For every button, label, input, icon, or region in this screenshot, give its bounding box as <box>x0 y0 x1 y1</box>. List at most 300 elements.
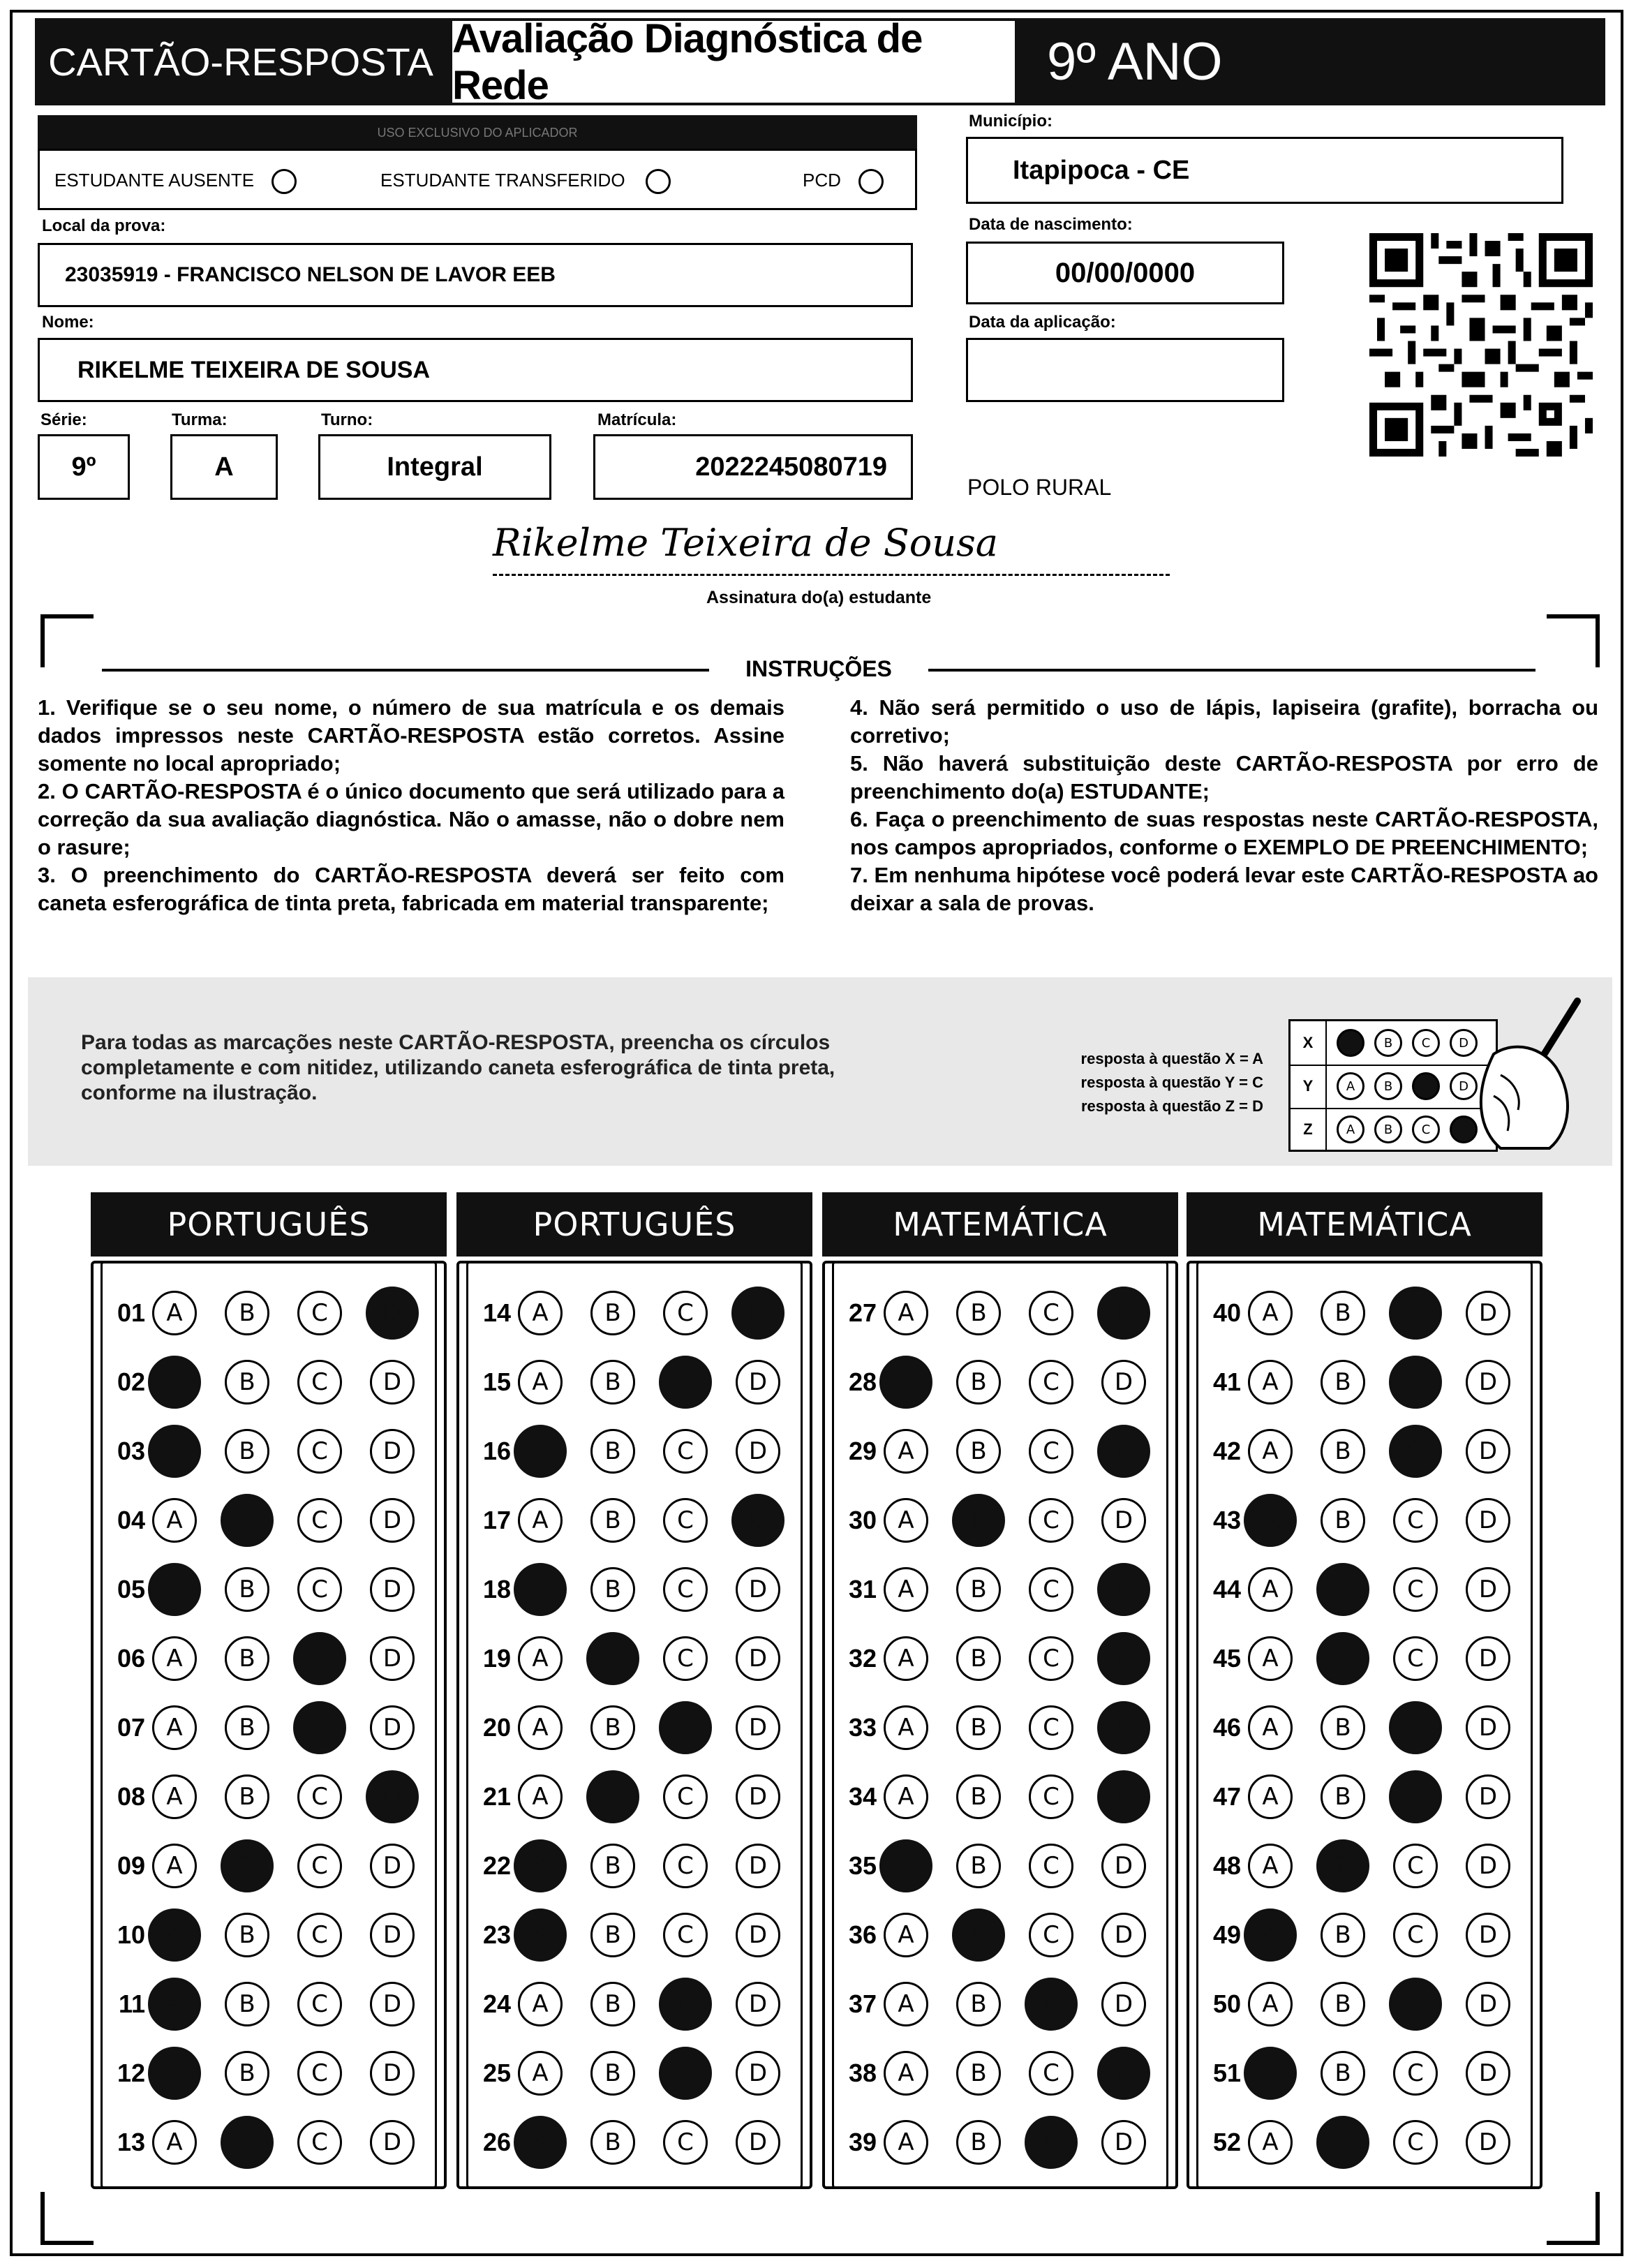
answer-bubble-filled[interactable]: B <box>586 1770 639 1823</box>
local-label: Local da prova: <box>42 216 166 235</box>
answer-bubble[interactable]: C <box>297 1913 342 1957</box>
answer-bubble[interactable]: B <box>956 1844 1001 1888</box>
answer-bubble-filled[interactable]: C <box>659 1356 712 1409</box>
answer-bubble-filled[interactable]: B <box>1316 1563 1369 1616</box>
answer-bubble-filled[interactable]: A <box>879 1839 932 1892</box>
applicator-bar: USO EXCLUSIVO DO APLICADOR <box>38 115 917 150</box>
answer-bubble[interactable]: A <box>518 1636 563 1681</box>
question-number: 48 <box>1212 1851 1241 1880</box>
answer-bubble[interactable]: B <box>225 1774 269 1819</box>
question-row <box>466 2111 808 2174</box>
answer-bubble-filled[interactable]: C <box>1389 1978 1442 2031</box>
answer-bubble[interactable]: B <box>225 2051 269 2096</box>
answer-bubble[interactable]: D <box>370 1705 415 1750</box>
question-number: 45 <box>1212 1644 1241 1673</box>
answer-bubble[interactable]: A <box>152 2120 197 2165</box>
answer-bubble[interactable]: C <box>1029 1429 1073 1474</box>
answer-bubble-filled[interactable]: A <box>148 1356 201 1409</box>
instruction-item: 3. O preenchimento do CARTÃO-RESPOSTA deverá ser feito com caneta esferográfica de tinta preta, fabricada em material transparente; <box>38 863 784 915</box>
question-row <box>466 1696 808 1759</box>
answer-bubble-filled[interactable]: D <box>731 1494 784 1547</box>
question-number: 34 <box>848 1782 877 1811</box>
answer-bubble[interactable]: D <box>1466 1429 1510 1474</box>
answer-bubble-filled[interactable]: A <box>148 1908 201 1962</box>
answer-bubble-filled[interactable]: B <box>952 1908 1005 1962</box>
answer-bubble[interactable]: D <box>736 1705 780 1750</box>
answer-bubble[interactable]: D <box>736 1567 780 1612</box>
answer-bubble[interactable]: B <box>590 2120 635 2165</box>
answer-bubble[interactable]: A <box>884 1705 928 1750</box>
answer-bubble[interactable]: A <box>884 1913 928 1957</box>
answer-bubble[interactable]: B <box>1321 1291 1365 1335</box>
answer-bubble[interactable]: A <box>1248 1636 1293 1681</box>
question-number: 11 <box>118 1989 145 2018</box>
answer-bubble[interactable]: B <box>590 1567 635 1612</box>
answer-bubble[interactable]: A <box>518 1774 563 1819</box>
answer-bubble-filled[interactable]: C <box>659 1978 712 2031</box>
serie-field: 9º <box>38 434 130 500</box>
question-number: 12 <box>117 2059 145 2087</box>
answer-bubble-filled[interactable]: C <box>1389 1701 1442 1754</box>
answer-bubble[interactable]: C <box>1393 1913 1438 1957</box>
answer-bubble[interactable]: B <box>956 1705 1001 1750</box>
answer-bubble[interactable]: A <box>884 1567 928 1612</box>
question-row <box>466 1420 808 1483</box>
answer-bubble[interactable]: C <box>663 1913 708 1957</box>
answer-bubble[interactable]: D <box>370 1982 415 2026</box>
transferred-label: ESTUDANTE TRANSFERIDO <box>380 169 625 191</box>
subject-header: PORTUGUÊS <box>456 1192 812 1257</box>
answer-bubble[interactable]: B <box>225 1982 269 2026</box>
matricula-label: Matrícula: <box>597 410 677 429</box>
answer-bubble-filled[interactable]: D <box>1097 1425 1150 1478</box>
question-number: 22 <box>482 1851 511 1880</box>
question-row <box>1196 1351 1538 1414</box>
instruction-item: 1. Verifique se o seu nome, o número de sua matrícula e os demais dados impressos neste CARTÃO-RESPOSTA estão corretos. Assine somente no local apropriado; <box>38 695 784 776</box>
question-row <box>832 1835 1174 1897</box>
answer-bubble[interactable]: D <box>1466 1636 1510 1681</box>
answer-bubble[interactable]: C <box>663 1774 708 1819</box>
answer-bubble[interactable]: A <box>1248 1705 1293 1750</box>
question-number: 41 <box>1212 1368 1241 1396</box>
answer-bubble[interactable]: A <box>1248 1429 1293 1474</box>
answer-bubble[interactable]: D <box>1466 1567 1510 1612</box>
transferred-option[interactable] <box>380 169 671 194</box>
nome-field: RIKELME TEIXEIRA DE SOUSA <box>38 338 913 402</box>
answer-bubble-filled[interactable]: A <box>879 1356 932 1409</box>
sample-bubble: B <box>1374 1116 1402 1143</box>
sample-text: Para todas as marcações neste CARTÃO-RESPOSTA, preencha os círculos completamente e com nitidez, utilizando caneta esferográfica de tinta preta, conforme na ilustração. <box>81 1031 835 1104</box>
absent-option[interactable] <box>54 169 297 194</box>
answer-bubble[interactable]: C <box>1393 2120 1438 2165</box>
answer-bubble[interactable]: B <box>1321 1913 1365 1957</box>
answer-bubble[interactable]: D <box>736 2051 780 2096</box>
answer-bubble-filled[interactable]: C <box>659 1701 712 1754</box>
answer-bubble[interactable]: C <box>663 1498 708 1543</box>
answer-bubble-filled[interactable]: C <box>1025 1978 1078 2031</box>
answer-bubble-filled[interactable]: C <box>1389 1356 1442 1409</box>
answer-bubble[interactable]: A <box>518 1291 563 1335</box>
answer-bubble-filled[interactable]: C <box>1025 2116 1078 2169</box>
question-number: 35 <box>848 1851 877 1880</box>
answer-bubble[interactable]: D <box>1466 1982 1510 2026</box>
answer-bubble-filled[interactable]: C <box>1389 1287 1442 1340</box>
answer-bubble[interactable]: D <box>1466 1360 1510 1404</box>
sample-bubble: B <box>1374 1029 1402 1057</box>
answer-bubble[interactable]: D <box>1466 1498 1510 1543</box>
answer-bubble[interactable]: C <box>663 1636 708 1681</box>
question-number: 08 <box>117 1782 145 1811</box>
answer-bubble-filled[interactable]: A <box>1244 2047 1297 2100</box>
answer-bubble[interactable]: D <box>1466 1774 1510 1819</box>
answer-bubble[interactable]: D <box>736 1774 780 1819</box>
answer-bubble[interactable]: C <box>297 2051 342 2096</box>
answer-bubble[interactable]: D <box>370 1913 415 1957</box>
sample-bubble-filled: C <box>1412 1072 1440 1100</box>
answer-bubble-filled[interactable]: B <box>1316 2116 1369 2169</box>
answer-bubble[interactable]: D <box>370 1844 415 1888</box>
question-row <box>101 1696 443 1759</box>
answer-bubble[interactable]: A <box>1248 1982 1293 2026</box>
answer-bubble[interactable]: D <box>370 1429 415 1474</box>
answer-bubble[interactable]: C <box>1029 1636 1073 1681</box>
answer-bubble[interactable]: C <box>1029 1498 1073 1543</box>
answer-bubble[interactable]: C <box>297 2120 342 2165</box>
answer-bubble[interactable]: C <box>297 1844 342 1888</box>
answer-bubble[interactable]: D <box>736 1913 780 1957</box>
answer-bubble-filled[interactable]: D <box>366 1770 419 1823</box>
answer-bubble[interactable]: C <box>297 1567 342 1612</box>
answer-bubble[interactable]: C <box>1029 1360 1073 1404</box>
answer-bubble[interactable]: C <box>1029 1844 1073 1888</box>
question-row <box>832 1627 1174 1690</box>
answer-bubble-filled[interactable]: D <box>1097 2047 1150 2100</box>
answer-bubble[interactable]: A <box>152 1774 197 1819</box>
answer-bubble[interactable]: D <box>736 1844 780 1888</box>
answer-bubble[interactable]: B <box>956 1982 1001 2026</box>
answer-bubble[interactable]: B <box>590 1429 635 1474</box>
answer-bubble[interactable]: B <box>590 1291 635 1335</box>
instruction-item: 5. Não haverá substituição deste CARTÃO-RESPOSTA por erro de preenchimento do(a) ESTUDANTE; <box>850 751 1598 803</box>
question-row <box>832 2042 1174 2105</box>
answer-bubble[interactable]: B <box>1321 1982 1365 2026</box>
question-row <box>1196 1835 1538 1897</box>
answer-bubble[interactable]: B <box>590 1705 635 1750</box>
answer-bubble[interactable]: A <box>1248 1291 1293 1335</box>
answer-bubble-filled[interactable]: A <box>148 1978 201 2031</box>
answer-bubble[interactable]: A <box>518 1360 563 1404</box>
sample-bubble: D <box>1450 1029 1478 1057</box>
transferred-radio[interactable] <box>646 169 671 194</box>
question-row <box>101 1489 443 1552</box>
answer-bubble[interactable]: B <box>956 1429 1001 1474</box>
answer-bubble-filled[interactable]: B <box>586 1632 639 1685</box>
answer-bubble[interactable]: D <box>736 1429 780 1474</box>
corner-mark <box>1547 614 1600 667</box>
answer-bubble[interactable]: C <box>1029 1567 1073 1612</box>
answer-bubble-filled[interactable]: D <box>731 1287 784 1340</box>
absent-radio[interactable] <box>272 169 297 194</box>
answer-bubble-filled[interactable]: B <box>221 2116 274 2169</box>
answer-bubble[interactable]: B <box>1321 1360 1365 1404</box>
answer-bubble[interactable]: D <box>1101 1913 1146 1957</box>
answer-bubble[interactable]: D <box>1101 1844 1146 1888</box>
answer-bubble[interactable]: D <box>1466 1844 1510 1888</box>
answer-bubble[interactable]: A <box>1248 1774 1293 1819</box>
answer-bubble[interactable]: D <box>1466 1291 1510 1335</box>
answer-bubble[interactable]: C <box>1029 1774 1073 1819</box>
pcd-radio[interactable] <box>858 169 884 194</box>
question-number: 05 <box>117 1575 145 1603</box>
answer-bubble[interactable]: A <box>884 1498 928 1543</box>
question-number: 29 <box>848 1437 877 1465</box>
question-number: 42 <box>1212 1437 1241 1465</box>
answer-bubble[interactable]: B <box>225 1705 269 1750</box>
question-number: 01 <box>117 1298 145 1327</box>
answer-bubble[interactable]: A <box>518 1982 563 2026</box>
answer-bubble[interactable]: D <box>1466 2051 1510 2096</box>
answer-bubble[interactable]: D <box>1466 2120 1510 2165</box>
answer-bubble-filled[interactable]: A <box>1244 1908 1297 1962</box>
answer-bubble-filled[interactable]: D <box>1097 1770 1150 1823</box>
answer-bubble[interactable]: A <box>884 1982 928 2026</box>
answer-bubble[interactable]: B <box>956 2120 1001 2165</box>
answer-bubble-filled[interactable]: C <box>293 1701 346 1754</box>
answer-bubble-filled[interactable]: B <box>952 1494 1005 1547</box>
question-row <box>466 1282 808 1344</box>
answer-bubble[interactable]: C <box>1393 1567 1438 1612</box>
question-number: 07 <box>117 1713 145 1742</box>
answer-bubble[interactable]: D <box>1101 1982 1146 2026</box>
question-number: 24 <box>482 1989 511 2018</box>
answer-bubble-filled[interactable]: A <box>514 1563 567 1616</box>
answer-bubble[interactable]: A <box>518 2051 563 2096</box>
answer-bubble-filled[interactable]: C <box>659 2047 712 2100</box>
answer-bubble[interactable]: B <box>956 2051 1001 2096</box>
answer-bubble-filled[interactable]: C <box>1389 1770 1442 1823</box>
answer-bubble[interactable]: B <box>956 1360 1001 1404</box>
answer-bubble[interactable]: B <box>225 1636 269 1681</box>
answer-bubble[interactable]: B <box>590 1844 635 1888</box>
answer-bubble-filled[interactable]: A <box>148 2047 201 2100</box>
answer-bubble[interactable]: A <box>518 1498 563 1543</box>
answer-bubble-filled[interactable]: B <box>1316 1632 1369 1685</box>
question-row <box>101 1835 443 1897</box>
question-number: 20 <box>482 1713 511 1742</box>
answer-bubble[interactable]: A <box>518 1705 563 1750</box>
answer-bubble[interactable]: A <box>884 1429 928 1474</box>
answer-bubble[interactable]: C <box>297 1291 342 1335</box>
answer-bubble[interactable]: B <box>1321 1498 1365 1543</box>
answer-bubble[interactable]: C <box>1393 2051 1438 2096</box>
answer-bubble[interactable]: A <box>152 1291 197 1335</box>
answer-bubble[interactable]: D <box>1101 1498 1146 1543</box>
answer-bubble-filled[interactable]: A <box>514 1425 567 1478</box>
question-number: 27 <box>848 1298 877 1327</box>
answer-bubble[interactable]: B <box>225 1360 269 1404</box>
answer-bubble[interactable]: B <box>1321 1429 1365 1474</box>
answer-bubble[interactable]: B <box>1321 1705 1365 1750</box>
answer-bubble[interactable]: D <box>1101 2120 1146 2165</box>
answer-bubble-filled[interactable]: B <box>221 1494 274 1547</box>
answer-bubble[interactable]: A <box>884 2051 928 2096</box>
answer-bubble-filled[interactable]: D <box>1097 1701 1150 1754</box>
answer-bubble[interactable]: D <box>736 1982 780 2026</box>
question-row <box>832 1765 1174 1828</box>
sample-bubble: A <box>1337 1116 1364 1143</box>
question-number: 36 <box>848 1920 877 1949</box>
pcd-option[interactable] <box>803 169 884 194</box>
answer-bubble-filled[interactable]: D <box>1097 1632 1150 1685</box>
answer-bubble[interactable]: C <box>1029 1913 1073 1957</box>
turno-label: Turno: <box>321 410 373 429</box>
instructions-rule <box>102 669 709 672</box>
answer-bubble[interactable]: C <box>1393 1498 1438 1543</box>
question-number: 10 <box>117 1920 145 1949</box>
answer-bubble[interactable]: D <box>736 1360 780 1404</box>
answer-bubble[interactable]: C <box>663 1567 708 1612</box>
sample-bubble-filled: D <box>1450 1116 1478 1143</box>
answer-bubble[interactable]: C <box>663 1844 708 1888</box>
pcd-label: PCD <box>803 169 841 191</box>
answer-bubble[interactable]: B <box>590 1498 635 1543</box>
grade-label: 9º ANO <box>1047 32 1223 91</box>
answer-bubble[interactable]: A <box>1248 1844 1293 1888</box>
answer-bubble[interactable]: D <box>736 2120 780 2165</box>
question-row <box>101 1765 443 1828</box>
answer-bubble[interactable]: D <box>370 1636 415 1681</box>
answer-bubble-filled[interactable]: A <box>148 1563 201 1616</box>
answer-bubble[interactable]: A <box>152 1498 197 1543</box>
answer-bubble[interactable]: A <box>884 1291 928 1335</box>
answer-bubble[interactable]: C <box>297 1498 342 1543</box>
answer-bubble[interactable]: B <box>956 1291 1001 1335</box>
question-row <box>466 2042 808 2105</box>
answer-bubble[interactable]: D <box>370 1567 415 1612</box>
answer-bubble[interactable]: B <box>956 1636 1001 1681</box>
answer-bubble[interactable]: C <box>1393 1844 1438 1888</box>
question-row <box>466 1489 808 1552</box>
aplicacao-field[interactable] <box>966 338 1284 402</box>
answer-bubble[interactable]: C <box>1029 1291 1073 1335</box>
answer-bubble-filled[interactable]: C <box>293 1632 346 1685</box>
answer-bubble[interactable]: B <box>590 2051 635 2096</box>
instructions-title: INSTRUÇÕES <box>745 656 892 681</box>
answer-bubble[interactable]: B <box>590 1913 635 1957</box>
answer-bubble-filled[interactable]: D <box>366 1287 419 1340</box>
question-number: 46 <box>1212 1713 1241 1742</box>
answer-bubble[interactable]: C <box>297 1360 342 1404</box>
question-number: 33 <box>848 1713 877 1742</box>
answer-bubble[interactable]: D <box>370 2051 415 2096</box>
question-row <box>101 1973 443 2036</box>
answer-bubble[interactable]: C <box>1393 1636 1438 1681</box>
answer-bubble[interactable]: A <box>884 1774 928 1819</box>
answer-bubble[interactable]: A <box>884 1636 928 1681</box>
answer-bubble-filled[interactable]: D <box>1097 1563 1150 1616</box>
answer-bubble-filled[interactable]: A <box>514 2116 567 2169</box>
question-number: 40 <box>1212 1298 1241 1327</box>
answer-bubble[interactable]: A <box>152 1705 197 1750</box>
answer-bubble[interactable]: D <box>1466 1913 1510 1957</box>
answer-bubble[interactable]: B <box>956 1774 1001 1819</box>
answer-bubble[interactable]: C <box>297 1982 342 2026</box>
card-title: CARTÃO-RESPOSTA <box>48 40 433 84</box>
pen-hand-icon <box>1452 991 1591 1159</box>
question-number: 17 <box>482 1506 511 1534</box>
answer-bubble-filled[interactable]: C <box>1389 1425 1442 1478</box>
instruction-item: 6. Faça o preenchimento de suas respostas neste CARTÃO-RESPOSTA, nos campos apropriados, conforme o EXEMPLO DE PREENCHIMENTO; <box>850 807 1598 859</box>
question-row <box>832 1420 1174 1483</box>
answer-bubble-filled[interactable]: A <box>148 1425 201 1478</box>
answer-bubble[interactable]: B <box>225 1567 269 1612</box>
question-row <box>1196 1904 1538 1966</box>
answer-bubble[interactable]: D <box>370 1498 415 1543</box>
question-row <box>1196 2042 1538 2105</box>
answer-bubble[interactable]: A <box>884 2120 928 2165</box>
instruction-item: 4. Não será permitido o uso de lápis, lapiseira (grafite), borracha ou corretivo; <box>850 695 1598 748</box>
answer-bubble[interactable]: C <box>1029 1705 1073 1750</box>
answer-bubble[interactable]: C <box>297 1774 342 1819</box>
answer-bubble-filled[interactable]: A <box>514 1908 567 1962</box>
answer-bubble[interactable]: B <box>225 1913 269 1957</box>
question-row <box>1196 1282 1538 1344</box>
answer-bubble[interactable]: D <box>736 1636 780 1681</box>
answer-bubble[interactable]: C <box>297 1429 342 1474</box>
answer-bubble[interactable]: A <box>152 1844 197 1888</box>
answer-bubble[interactable]: A <box>1248 2120 1293 2165</box>
question-number: 43 <box>1212 1506 1241 1534</box>
answer-bubble[interactable]: D <box>370 2120 415 2165</box>
answer-bubble[interactable]: D <box>370 1360 415 1404</box>
answer-bubble-filled[interactable]: A <box>1244 1494 1297 1547</box>
nascimento-field: 00/00/0000 <box>966 242 1284 304</box>
question-row <box>832 1282 1174 1344</box>
answer-bubble[interactable]: A <box>1248 1567 1293 1612</box>
answer-bubble[interactable]: B <box>590 1360 635 1404</box>
question-row <box>101 1282 443 1344</box>
answer-bubble[interactable]: C <box>663 1429 708 1474</box>
answer-bubble[interactable]: A <box>152 1636 197 1681</box>
answer-bubble[interactable]: C <box>663 2120 708 2165</box>
absent-label: ESTUDANTE AUSENTE <box>54 169 255 191</box>
answer-bubble[interactable]: B <box>1321 2051 1365 2096</box>
signature: Rikelme Teixeira de Sousa <box>493 521 998 565</box>
answer-bubble[interactable]: A <box>1248 1360 1293 1404</box>
answer-bubble[interactable]: C <box>1029 2051 1073 2096</box>
answer-bubble[interactable]: C <box>663 1291 708 1335</box>
answer-bubble-filled[interactable]: B <box>1316 1839 1369 1892</box>
answer-bubble[interactable]: D <box>1466 1705 1510 1750</box>
answer-bubble-filled[interactable]: A <box>514 1839 567 1892</box>
instructions-rule <box>928 669 1535 672</box>
answer-bubble[interactable]: B <box>1321 1774 1365 1819</box>
answer-bubble[interactable]: B <box>590 1982 635 2026</box>
serie-label: Série: <box>40 410 87 429</box>
question-row <box>101 1904 443 1966</box>
answer-bubble-filled[interactable]: B <box>221 1839 274 1892</box>
question-row <box>832 2111 1174 2174</box>
answer-bubble[interactable]: B <box>225 1429 269 1474</box>
answer-bubble[interactable]: D <box>1101 1360 1146 1404</box>
question-row <box>1196 1558 1538 1621</box>
polo-label: POLO RURAL <box>967 475 1112 500</box>
answer-bubble-filled[interactable]: D <box>1097 1287 1150 1340</box>
question-number: 13 <box>117 2128 145 2156</box>
question-row <box>101 1558 443 1621</box>
answer-bubble[interactable]: B <box>225 1291 269 1335</box>
answer-bubble[interactable]: B <box>956 1567 1001 1612</box>
